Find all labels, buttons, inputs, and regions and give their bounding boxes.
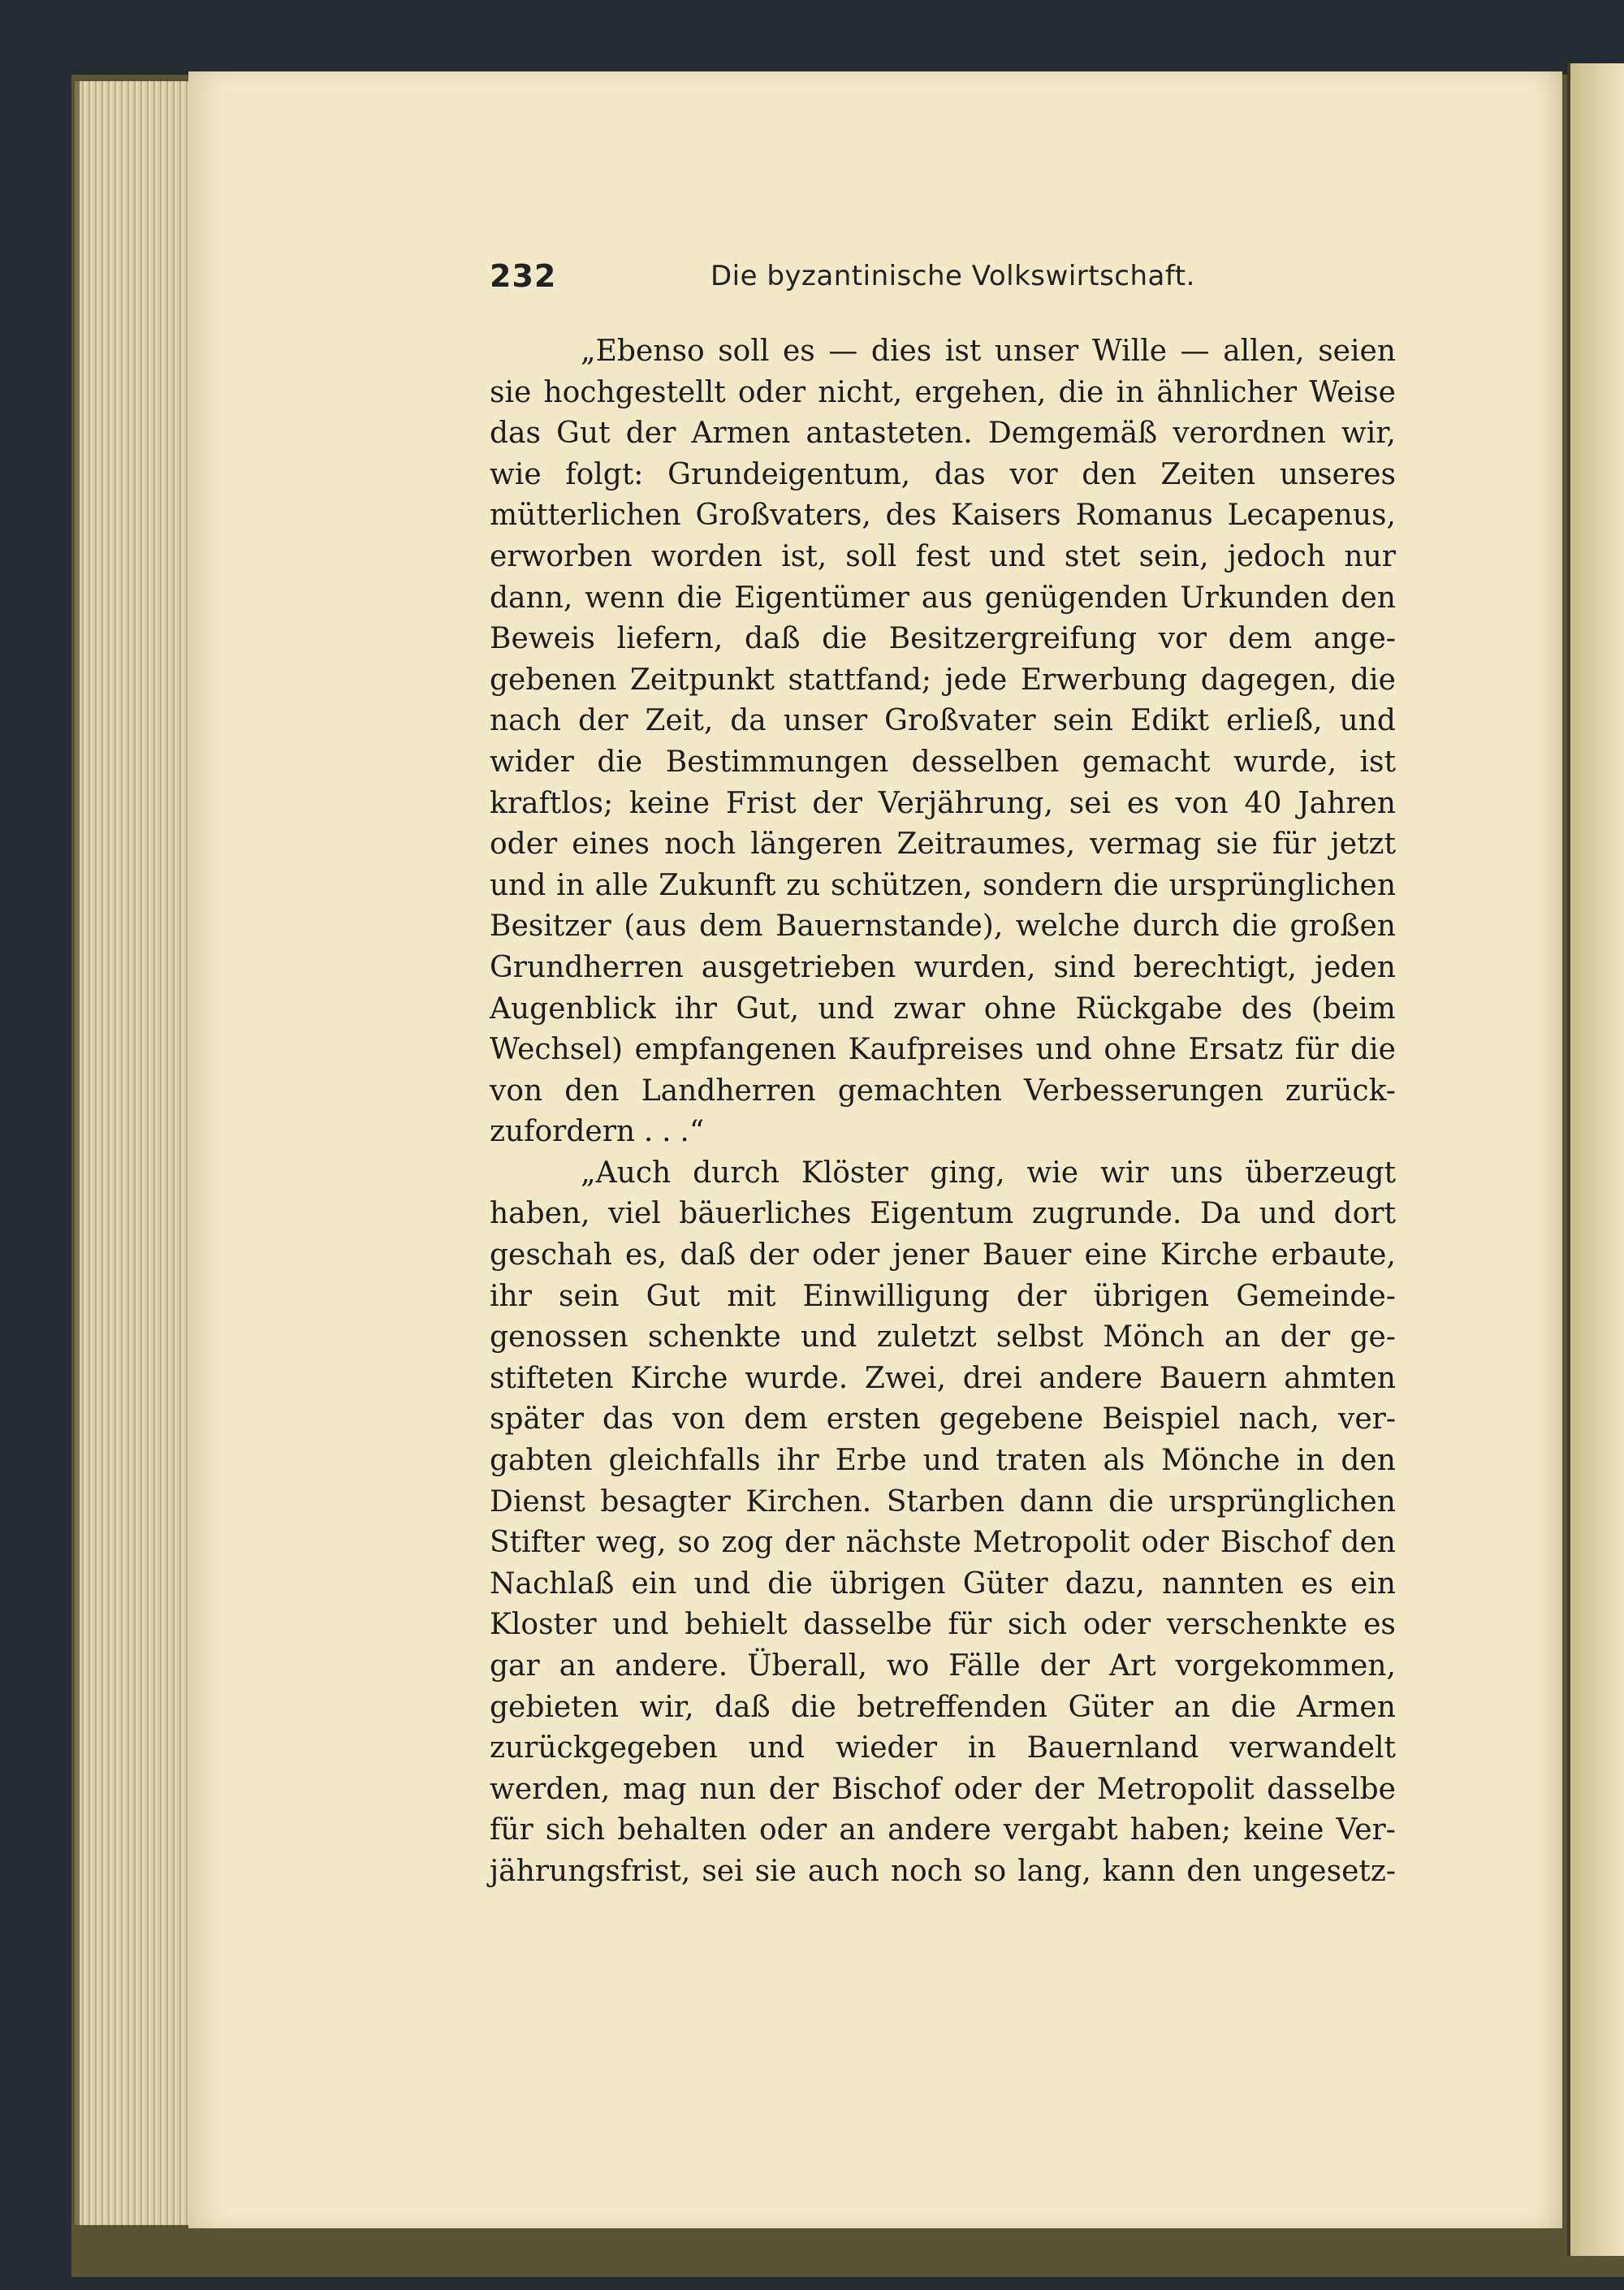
text-line: Grundherren ausgetrieben wurden, sind berechtigt, jeden: [490, 950, 1396, 984]
text-line: „Ebenso soll es — dies ist unser Wille — allen, seien: [581, 335, 1396, 368]
text-line: wie folgt: Grundeigentum, das vor den Zeiten unseres: [490, 457, 1396, 491]
text-line: nach der Zeit, da unser Großvater sein Edikt erließ, und: [490, 704, 1396, 738]
text-line: gar an andere. Überall, wo Fälle der Art vorgekommen,: [490, 1649, 1396, 1683]
running-title: Die byzantinische Volkswirtschaft.: [710, 260, 1195, 292]
text-line: ihr sein Gut mit Einwilligung der übrigen Gemeinde-: [490, 1279, 1396, 1313]
text-line: jährungsfrist, sei sie auch noch so lang, kann den ungesetz-: [490, 1854, 1396, 1888]
text-line: Nachlaß ein und die übrigen Güter dazu, nannten es ein: [490, 1566, 1396, 1601]
text-line: „Auch durch Klöster ging, wie wir uns überzeugt: [581, 1156, 1396, 1190]
text-line: wider die Bestimmungen desselben gemacht wurde, ist: [490, 745, 1396, 779]
text-line: mütterlichen Großvaters, des Kaisers Romanus Lecapenus,: [490, 499, 1396, 533]
text-line: stifteten Kirche wurde. Zwei, drei andere Bauern ahmten: [490, 1361, 1396, 1395]
text-line: gebenen Zeitpunkt stattfand; jede Erwerbung dagegen, die: [490, 663, 1396, 697]
text-line: Augenblick ihr Gut, und zwar ohne Rückgabe des (beim: [490, 992, 1396, 1026]
text-line: Beweis liefern, daß die Besitzergreifung vor dem ange-: [490, 622, 1396, 656]
text-line: gabten gleichfalls ihr Erbe und traten als Mönche in den: [490, 1444, 1396, 1478]
text-line: oder eines noch längeren Zeitraumes, vermag sie für jetzt: [490, 827, 1396, 862]
text-line: Wechsel) empfangenen Kaufpreises und ohne Ersatz für die: [490, 1033, 1396, 1067]
text-line: kraftlos; keine Frist der Verjährung, sei es von 40 Jahren: [490, 786, 1396, 820]
running-head: [490, 258, 1396, 307]
text-line: Besitzer (aus dem Bauernstande), welche durch die großen: [490, 910, 1396, 944]
text-line: geschah es, daß der oder jener Bauer eine Kirche erbaute,: [490, 1238, 1396, 1272]
text-line: Stifter weg, so zog der nächste Metropolit oder Bischof den: [490, 1526, 1396, 1560]
text-line: genossen schenkte und zuletzt selbst Mönch an der ge-: [490, 1320, 1396, 1355]
text-line: für sich behalten oder an andere vergabt haben; keine Ver-: [490, 1813, 1396, 1847]
text-line: zurückgegeben und wieder in Bauernland verwandelt: [490, 1731, 1396, 1765]
text-line: haben, viel bäuerliches Eigentum zugrunde. Da und dort: [490, 1197, 1396, 1231]
text-line: gebieten wir, daß die betreffenden Güter an die Armen: [490, 1690, 1396, 1724]
text-line: erworben worden ist, soll fest und stet sein, jedoch nur: [490, 539, 1396, 573]
facing-page-edge: [1567, 63, 1624, 2256]
text-line: Dienst besagter Kirchen. Starben dann die ursprünglichen: [490, 1484, 1396, 1519]
text-line: werden, mag nun der Bischof oder der Metropolit dasselbe: [490, 1772, 1396, 1806]
text-line: sie hochgestellt oder nicht, ergehen, die in ähnlicher Weise: [490, 375, 1396, 409]
page-number: 232: [490, 258, 557, 294]
text-line: von den Landherren gemachten Verbesserungen zurück-: [490, 1074, 1396, 1108]
text-line: zufordern . . .“: [490, 1115, 705, 1149]
text-line: später das von dem ersten gegebene Beispiel nach, ver-: [490, 1402, 1396, 1437]
text-line: dann, wenn die Eigentümer aus genügenden Urkunden den: [490, 581, 1396, 615]
text-line: und in alle Zukunft zu schützen, sondern die ursprünglichen: [490, 868, 1396, 902]
body-text: [490, 331, 1396, 1893]
text-line: das Gut der Armen antasteten. Demgemäß verordnen wir,: [490, 417, 1396, 451]
text-line: Kloster und behielt dasselbe für sich oder verschenkte es: [490, 1608, 1396, 1642]
